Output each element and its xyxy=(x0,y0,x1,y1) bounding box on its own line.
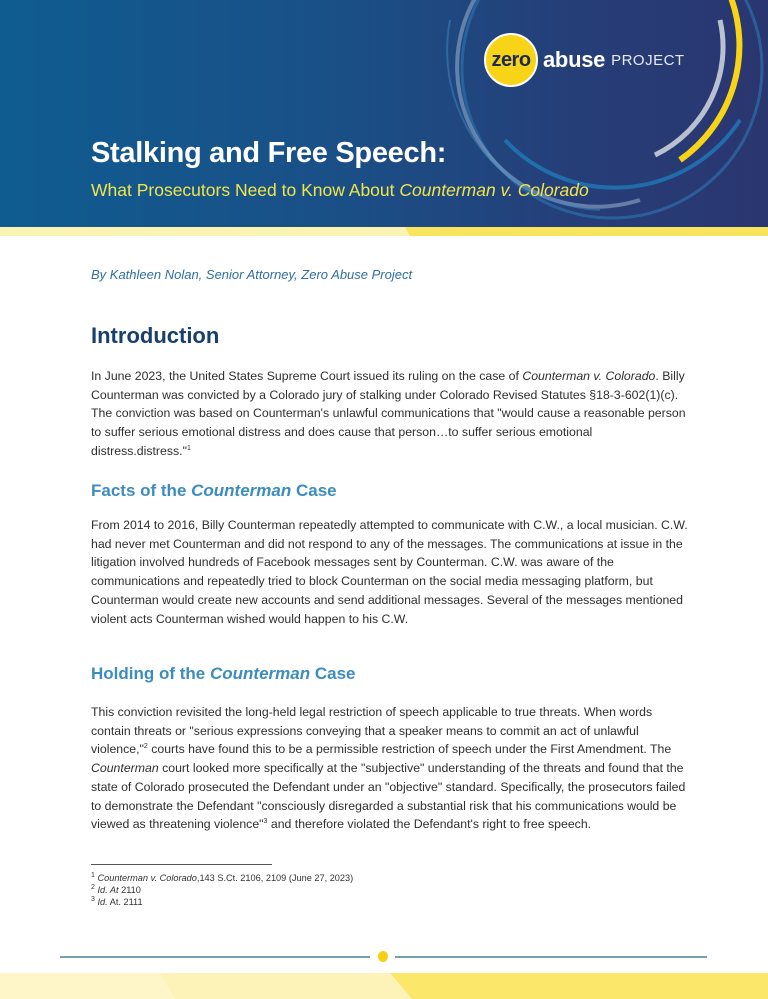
intro-case-name: Counterman v. Colorado xyxy=(522,369,656,383)
footnote-ref-1[interactable]: 1 xyxy=(186,444,191,452)
heading-holding xyxy=(91,664,355,684)
holding-text-a: This conviction revisited the long-held legal restriction of speech applicable to true threats. When words contain threats or "serious expressions conveying that a speaker means to commit an act of unlawful violence," xyxy=(91,705,653,757)
subtitle-text: What Prosecutors Need to Know About xyxy=(91,180,400,200)
zero-abuse-project-logo xyxy=(484,34,685,86)
holding-paragraph xyxy=(91,703,691,834)
document-subtitle xyxy=(91,180,589,201)
holding-heading-suffix: Case xyxy=(310,664,356,683)
facts-heading-text: Facts of the xyxy=(91,481,192,500)
footnote-1 xyxy=(91,873,353,884)
holding-heading-text: Holding of the xyxy=(91,664,210,683)
footnote-divider xyxy=(91,864,272,865)
heading-introduction: Introduction xyxy=(91,323,220,348)
holding-text-c: court looked more specifically at the "subjective" understanding of the threats and found that the state of Colorado prosecuted the Defendant under an "objective" standard. Specifically, the prosecutors failed to demonstrate the Defendant "consciously disregarded a substantial risk that his communications would be viewed as threatening violence" xyxy=(91,761,686,832)
footnote-text: ,143 S.Ct. 2106, 2109 (June 27, 2023) xyxy=(196,873,354,883)
author-byline: By Kathleen Nolan, Senior Attorney, Zero Abuse Project xyxy=(91,267,413,282)
intro-text: In June 2023, the United States Supreme Court issued its ruling on the case of xyxy=(91,369,523,383)
subtitle-case-name: Counterman v. Colorado xyxy=(399,180,589,200)
holding-case-name: Counterman xyxy=(91,761,159,776)
footnote-citation: Id. xyxy=(97,897,108,907)
logo-circle xyxy=(484,33,538,87)
footer-dot-icon xyxy=(378,951,388,962)
footnote-2 xyxy=(91,885,141,896)
footer-divider-right xyxy=(395,956,707,958)
top-accent-stripe xyxy=(0,227,768,236)
facts-heading-suffix: Case xyxy=(291,481,337,500)
holding-heading-case: Counterman xyxy=(209,664,311,683)
logo-project-text: PROJECT xyxy=(611,51,685,69)
facts-paragraph: From 2014 to 2016, Billy Counterman repeatedly attempted to communicate with C.W., a local musician. C.W. had never met Counterman and did not respond to any of the messages. The communications at issue in the litigation involved hundreds of Facebook messages sent by Counterman. C.W. was aware of the communications and repeatedly tried to block Counterman on the social media messaging platform, but Counterman would create new accounts and send additional messages. Several of the messages mentioned violent acts Counterman wished would happen to his C.W. xyxy=(91,518,688,626)
holding-text-b: courts have found this to be a permissible restriction of speech under the First Amendment. The xyxy=(147,742,672,757)
footnote-number: 3 xyxy=(91,895,95,903)
logo-abuse-text: abuse xyxy=(543,47,606,72)
facts-heading-case: Counterman xyxy=(191,481,292,500)
bottom-accent-stripe xyxy=(0,973,768,999)
footnote-ref-2[interactable]: 2 xyxy=(143,743,148,751)
footnote-text: 2110 xyxy=(118,885,141,895)
footnote-number: 2 xyxy=(91,883,95,891)
footnote-text: At. 2111 xyxy=(107,897,143,907)
introduction-paragraph xyxy=(91,367,691,461)
footer-divider-left xyxy=(60,956,370,958)
holding-text-d: and therefore violated the Defendant's right to free speech. xyxy=(267,817,592,832)
heading-facts xyxy=(91,481,337,501)
intro-text-cont: . Billy Counterman was convicted by a Colorado jury of stalking under Colorado Revised Statutes §18-3-602(1)(c). The conviction was based on Counterman's unlawful communications that "would cause a reasonable person to suffer serious emotional distress and does cause that person…to suffer serious emotional distress.distress." xyxy=(91,369,686,458)
footnote-citation: Id. At xyxy=(97,885,119,895)
footnote-citation: Counterman v. Colorado xyxy=(97,873,197,883)
footnote-3 xyxy=(91,897,143,908)
footnote-number: 1 xyxy=(91,871,95,879)
document-title: Stalking and Free Speech: xyxy=(91,137,447,169)
footnote-ref-3[interactable]: 3 xyxy=(263,818,268,826)
header-banner xyxy=(0,0,768,227)
logo-zero-text: zero xyxy=(491,48,531,71)
